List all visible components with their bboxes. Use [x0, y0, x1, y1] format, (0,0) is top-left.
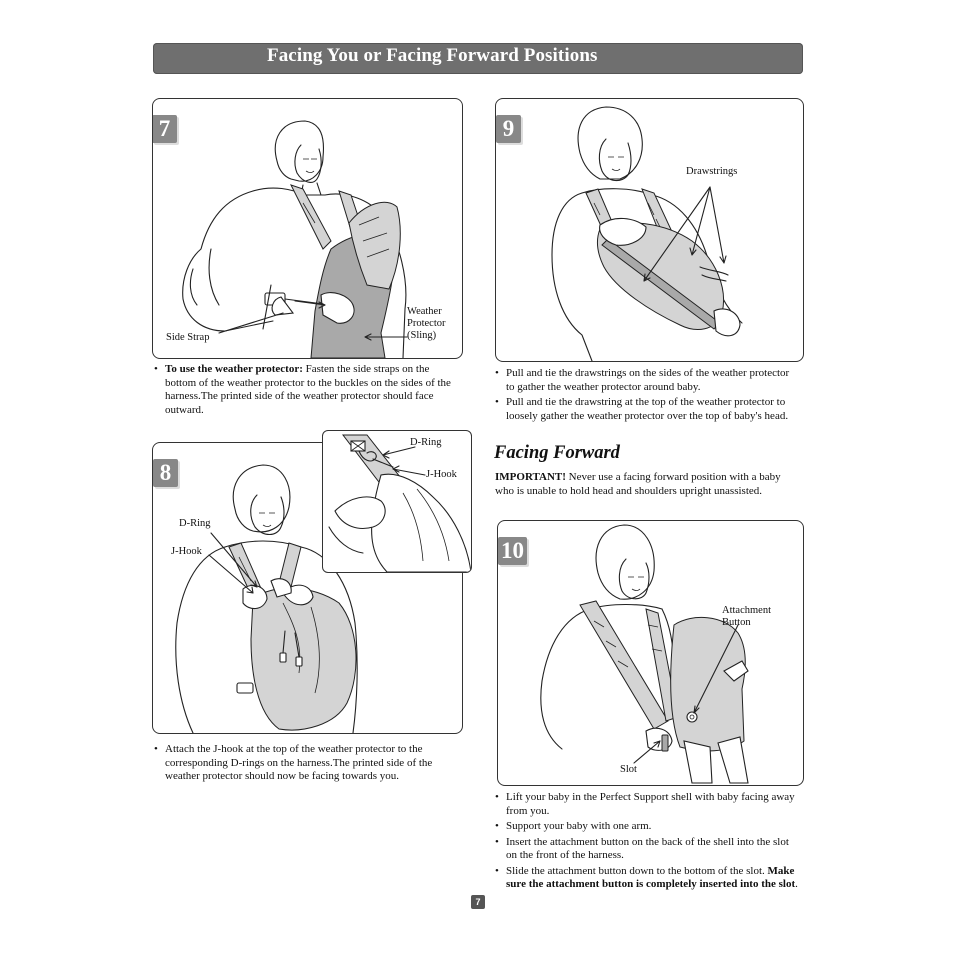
list-item: • To use the weather protector: Fasten the side straps on the bottom of the weather protector to the buckles on the sides of the harness.The printed side of the weather protector should face outward.: [154, 363, 454, 417]
d-ring-callout: D-Ring: [179, 518, 211, 529]
important-note: IMPORTANT! Never use a facing forward position with a baby who is unable to hold head and shoulders upright unassisted.: [495, 471, 781, 497]
step-8-inset-panel: [322, 430, 472, 573]
list-item: • Pull and tie the drawstrings on the sides of the weather protector to gather the weather protector around baby.: [495, 367, 797, 394]
step-9-illustration-panel: [495, 98, 804, 362]
side-strap-callout: Side Strap: [166, 332, 210, 343]
step-10-illustration-panel: [497, 520, 804, 786]
list-item: • Support your baby with one arm.: [495, 820, 802, 834]
step-9-illustration: [496, 99, 803, 361]
step-7-illustration-panel: [152, 98, 463, 359]
slot-callout: Slot: [620, 764, 637, 775]
inset-d-ring-callout: D-Ring: [410, 437, 442, 448]
list-item: • Slide the attachment button down to the bottom of the slot. Make sure the attachment button is completely inserted into the slot.: [495, 865, 802, 892]
step-7-badge: 7: [152, 115, 177, 143]
step-8-badge: 8: [153, 459, 178, 487]
step-7-instructions: [154, 363, 454, 419]
step-9-instructions: [495, 367, 797, 425]
section-header-bar: [153, 43, 803, 74]
step-10-instructions: [495, 791, 802, 894]
drawstrings-callout: Drawstrings: [686, 166, 738, 177]
step-9-badge: 9: [496, 115, 521, 143]
attachment-button-callout: Attachment Button: [722, 605, 771, 628]
list-item: • Attach the J-hook at the top of the weather protector to the corresponding D-rings on the harness.The printed side of the weather protector should now be facing towards you.: [154, 743, 456, 784]
list-item: • Insert the attachment button on the back of the shell into the slot on the front of the harness.: [495, 836, 802, 863]
facing-forward-heading: Facing Forward: [494, 443, 620, 463]
list-item: • Pull and tie the drawstring at the top of the weather protector to loosely gather the weather protector over the top of baby's head.: [495, 396, 797, 423]
inset-j-hook-callout: J-Hook: [426, 469, 457, 480]
j-hook-callout: J-Hook: [171, 546, 202, 557]
step-10-illustration: [498, 521, 803, 785]
list-item: • Lift your baby in the Perfect Support shell with baby facing away from you.: [495, 791, 802, 818]
step-8-inset-illustration: [323, 431, 471, 572]
page-number: 7: [471, 895, 485, 909]
weather-protector-callout: Weather Protector (Sling): [407, 306, 446, 341]
step-8-instructions: [154, 743, 456, 786]
page-title: Facing You or Facing Forward Positions: [267, 45, 598, 66]
step-10-badge: 10: [498, 537, 527, 565]
